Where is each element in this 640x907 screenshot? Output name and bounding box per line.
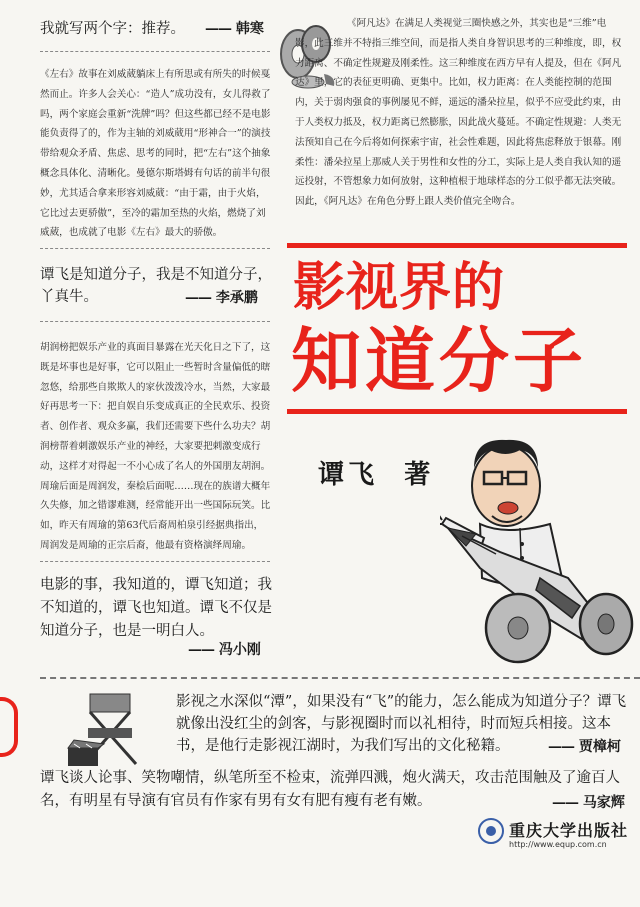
publisher-logo-icon xyxy=(478,818,504,844)
quote-jiazk-author: —— 贾樟柯 xyxy=(548,736,621,756)
quote-jiazk: 影视之水深似“潭”，如果没有“飞”的能力，怎么能成为知道分子？谭飞就像出没红尘的剑客，与影视圈时而以礼相待，时而短兵相接。这本书，是他行走影视江湖时，为我们写出的文化秘籍。 xyxy=(176,694,627,754)
divider xyxy=(40,51,270,52)
author-credit: 谭飞 著 xyxy=(318,460,435,490)
divider xyxy=(40,561,270,562)
paragraph-left-mid: 胡润榜把娱乐产业的真面目暴露在光天化日之下了，这既是坏事也是好事，它可以阻止一些暂时含量偏低的瞎忽悠，给那些自欺欺人的家伙泼泼冷水，当然，大家最好再思考一下：把自娱自乐变成真正的全民欢乐、投资者、创作者、观众多赢，我们还需要下些什么功夫？胡润榜帮着刺激娱乐产业的神经，大家要把刺激变成行动，这样才对得起一不小心成了名人的外国朋友胡润。周瑜后面是周润发，秦桧后面呢……现在的族谱大概年久失修，加之错谬难测，经常能开出一些国际玩笑。比如，昨天有周瑜的第63代后裔周柏泉引经据典指出，周润发是周瑜的正宗后裔，他最有资格演绎周瑜。 xyxy=(40,342,271,551)
paragraph-right-top: 《阿凡达》在满足人类视觉三圈快感之外，其实也是“三维”电影，此三维并不特指三维空间，而是指人类自身智识思考的三种维度，即，权力距离、不确定性规避及刚柔性。这三种维度在西方早有人提及，但在《阿凡达》里，它的表征更明确、更集中。比如，权力距离：在人类能控制的范围内，关于弱肉强食的事例屡见不鲜，遥远的潘朵拉星，似乎不应受此约束，由于人类权力抵及，权力距离已然膨胀，因此战火蔓延。不确定性规避：人类无法预知自己在今后将如何探索宇宙，社会性难题，因此将焦虑释放于银幕。刚柔性：潘朵拉星上那威人关于男性和女性的分工，实际上是人类自我认知的遥远投射，不管想象力如何放射，这种植根于地球样态的分工似乎都无法突破。因此，《阿凡达》在角色分野上跟人类价值完全吻合。 xyxy=(295,18,622,208)
book-title-line1: 影视界的 xyxy=(293,258,506,318)
title-top-bar xyxy=(287,243,627,248)
divider xyxy=(40,321,270,322)
quote-licp: 谭飞是知道分子，我是不知道分子，丫真牛。 xyxy=(40,267,272,305)
director-chair-icon xyxy=(60,690,160,768)
quote-hanhan-author: —— 韩寒 xyxy=(205,18,264,38)
quote-majh: 谭飞谈人论事、笑物嘲情，纵笔所至不检束，流弹四溅，炮火满天，攻击范围触及了逾百人名，有明星有导演有官员有作家有男有女有肥有瘦有老有嫩。 xyxy=(40,770,620,809)
quote-licp-author: —— 李承鹏 xyxy=(185,287,258,307)
bookmark-tab xyxy=(0,697,18,757)
title-bottom-bar xyxy=(287,409,627,414)
quote-majh-author: —— 马家辉 xyxy=(552,792,625,812)
publisher-name: 重庆大学出版社 xyxy=(509,821,629,840)
bottom-section-border xyxy=(40,677,640,679)
book-title-line2: 知道分子 xyxy=(291,320,587,402)
quote-fengxg-author: —— 冯小刚 xyxy=(188,639,261,659)
quote-fengxg: 电影的事，我知道的，谭飞知道；我不知道的，谭飞也知道。谭飞不仅是知道分子，也是一明白人。 xyxy=(40,577,272,639)
publisher-url: http://www.equp.com.cn xyxy=(509,840,607,849)
paragraph-left-top: 《左右》故事在刘威葳躺床上有所思或有所失的时候戛然而止。许多人会关心：“造人”成功没有，女儿得救了吗，两个家庭会重新“洗牌”吗？但这些都已经不是电影能负责得了的，作为主轴的刘威葳用“形神合一”的演技带给观众矛盾、焦虑、思考的同时，把“左右”这个抽象概念具体化、清晰化。曼德尔斯塔姆有句话的前半句很妙，尤其适合拿来形容刘威葳：“由于霜，由于火焰，它比过去更骄傲”，至冷的霜加至热的火焰，燃烧了刘威葳，也成就了电影《左右》最大的骄傲。 xyxy=(40,69,271,239)
divider xyxy=(40,248,270,249)
pen-cannon-illustration xyxy=(440,428,636,668)
quote-hanhan: 我就写两个字：推荐。 xyxy=(40,21,185,37)
